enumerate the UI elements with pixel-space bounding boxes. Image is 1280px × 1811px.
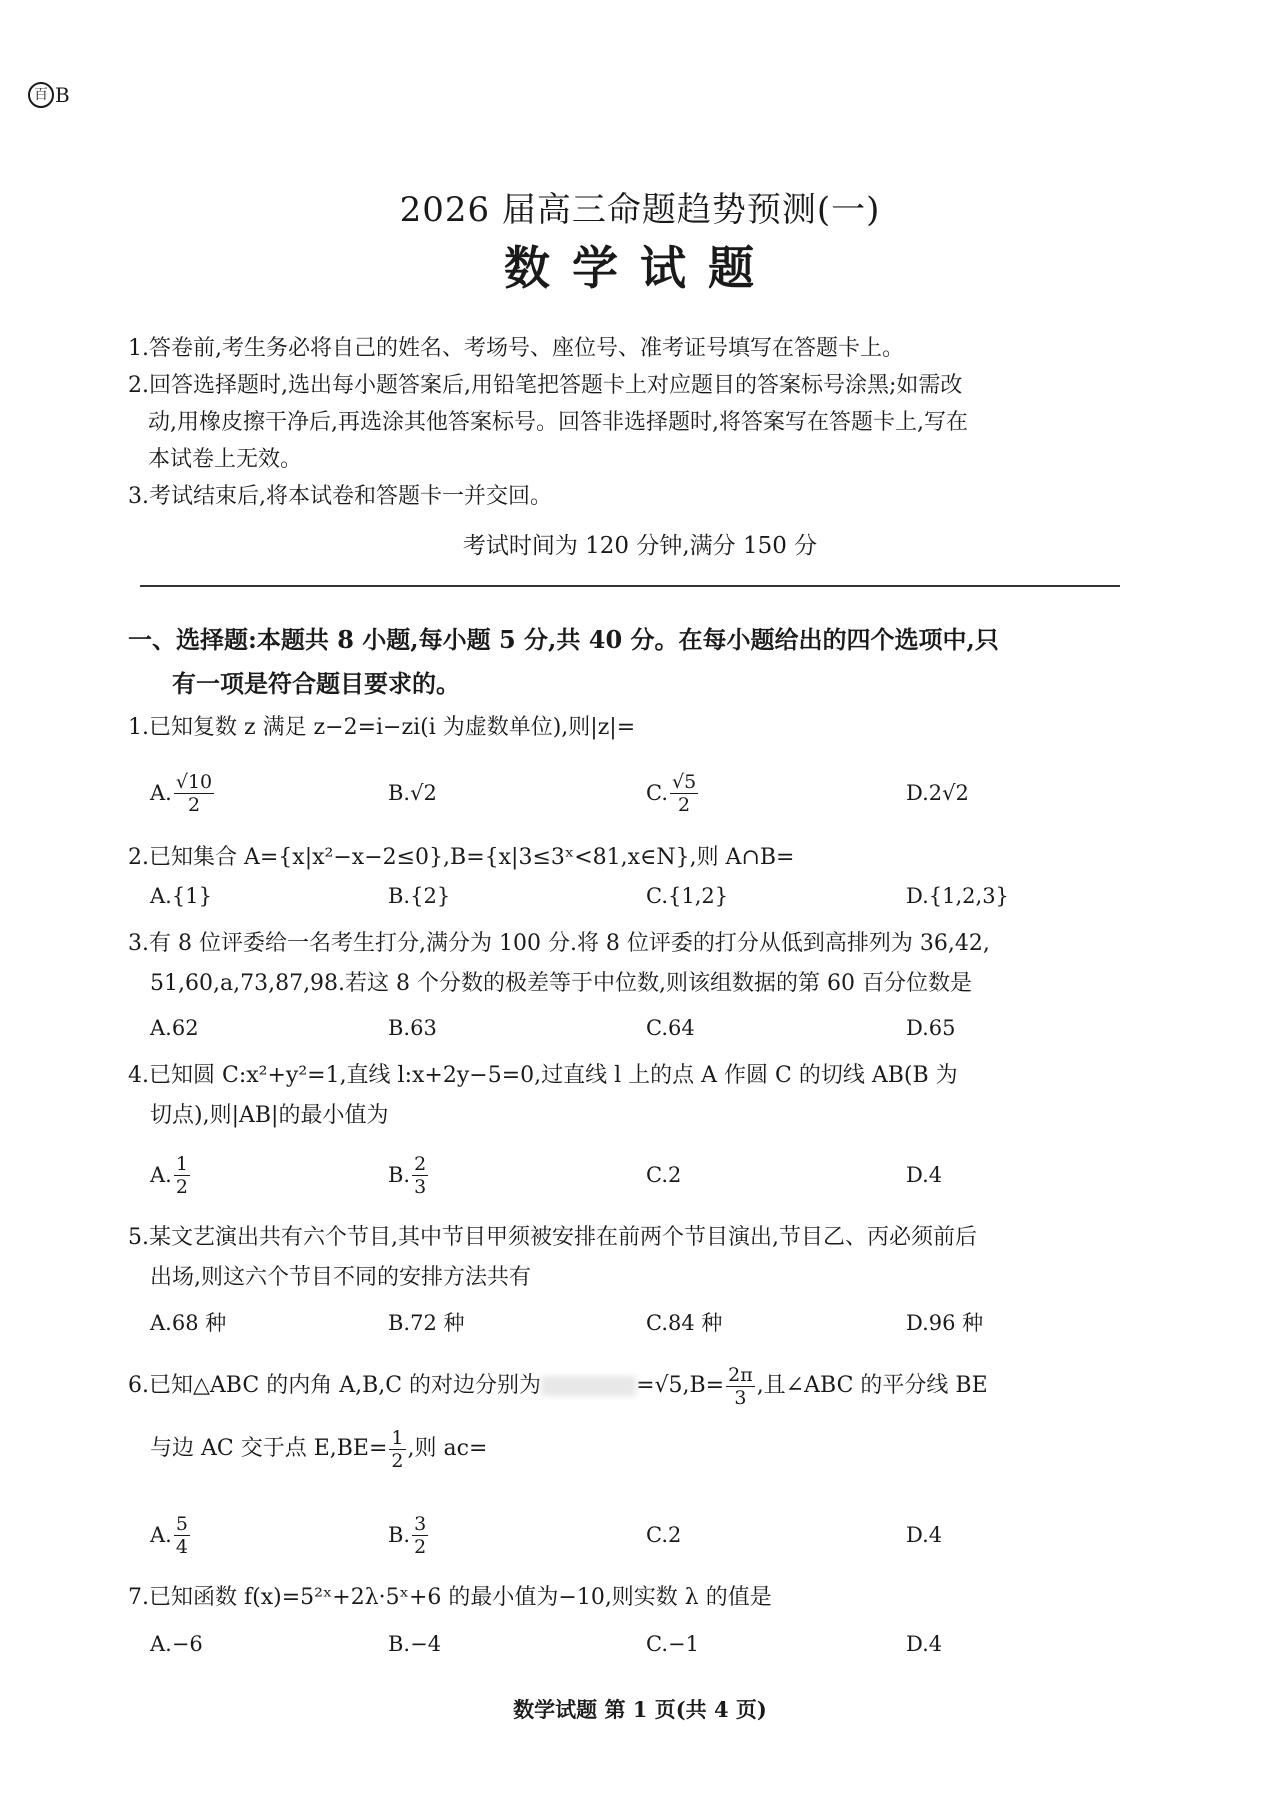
question-stem: 3.有 8 位评委给一名考生打分,满分为 100 分.将 8 位评委的打分从低到高排列为 36,42,	[128, 931, 990, 956]
question-3	[128, 924, 1138, 1004]
fraction: $\frac{1}{2}$	[391, 1426, 404, 1472]
option-d: D.96 种	[906, 1311, 984, 1335]
option-b: B. $\frac{2}{3}$	[388, 1152, 427, 1198]
page-footer: 数学试题 第 1 页(共 4 页)	[513, 1697, 767, 1722]
fraction: $\frac{√5}{2}$	[672, 770, 697, 816]
question-stem: 切点),则|AB|的最小值为	[150, 1103, 389, 1128]
option-a: A.62	[150, 1016, 199, 1040]
instruction-line: 本试卷上无效。	[148, 447, 303, 472]
option-d: D.4	[906, 1523, 943, 1547]
question-stem: 5.某文艺演出共有六个节目,其中节目甲须被安排在前两个节目演出,节目乙、丙必须前后	[128, 1225, 977, 1250]
question-5	[128, 1218, 1138, 1298]
instructions	[128, 330, 1138, 515]
section-heading-line: 有一项是符合题目要求的。	[172, 669, 460, 698]
option-b: B.{2}	[388, 884, 451, 908]
question-7	[128, 1578, 1138, 1618]
option-a: A.68 种	[150, 1311, 227, 1335]
fraction: $\frac{√10}{2}$	[175, 770, 213, 816]
fraction: $\frac{2\pi}{3}$	[728, 1363, 753, 1409]
circle-mark: 百	[28, 82, 54, 108]
option-a: A. $\frac{5}{4}$	[150, 1512, 188, 1558]
question-6	[128, 1358, 1138, 1484]
instruction-line: 动,用橡皮擦干净后,再选涂其他答案标号。回答非选择题时,将答案写在答题卡上,写在	[148, 410, 968, 435]
question-2-options	[150, 874, 1150, 918]
question-2	[128, 838, 1138, 878]
obscured-text	[541, 1376, 636, 1396]
fraction: $\frac{3}{2}$	[414, 1512, 427, 1558]
exam-title: 2026 届高三命题趋势预测(一)	[399, 190, 881, 230]
question-stem: 51,60,a,73,87,98.若这 8 个分数的极差等于中位数,则该组数据的第 60 百分位数是	[150, 971, 973, 996]
question-stem: 6.已知△ABC 的内角 A,B,C 的对边分别为 =√5,B= $\frac{2\pi}{3}$ ,且∠ABC 的平分线 BE	[128, 1363, 988, 1409]
option-a: A.{1}	[150, 884, 212, 908]
divider	[140, 585, 1120, 587]
option-d: D.65	[906, 1016, 956, 1040]
option-a: A.−6	[150, 1632, 203, 1656]
question-7-options	[150, 1622, 1150, 1666]
question-stem: 1.已知复数 z 满足 z−2=i−zi(i 为虚数单位),则|z|=	[128, 715, 636, 740]
instruction-line: 3.考试结束后,将本试卷和答题卡一并交回。	[128, 484, 552, 509]
option-c: C.2	[646, 1523, 682, 1547]
option-d: D.4	[906, 1632, 943, 1656]
exam-time: 考试时间为 120 分钟,满分 150 分	[462, 533, 818, 559]
option-c: C.2	[646, 1163, 682, 1187]
option-a: A. $\frac{√10}{2}$	[150, 770, 213, 816]
option-c: C.{1,2}	[646, 884, 729, 908]
instruction-line: 1.答卷前,考生务必将自己的姓名、考场号、座位号、准考证号填写在答题卡上。	[128, 336, 904, 361]
option-b: B. $\frac{3}{2}$	[388, 1512, 427, 1558]
instruction-line: 2.回答选择题时,选出每小题答案后,用铅笔把答题卡上对应题目的答案标号涂黑;如需改	[128, 373, 963, 398]
subject-title: 数学试题	[504, 241, 776, 295]
section-heading-line: 一、选择题:本题共 8 小题,每小题 5 分,共 40 分。在每小题给出的四个选项中,只	[128, 625, 999, 654]
option-c: C.84 种	[646, 1311, 723, 1335]
question-6-options	[150, 1508, 1150, 1562]
option-b: B.72 种	[388, 1311, 465, 1335]
fraction: $\frac{1}{2}$	[175, 1152, 188, 1198]
option-d: D.{1,2,3}	[906, 884, 1009, 908]
question-stem: 与边 AC 交于点 E,BE= $\frac{1}{2}$ ,则 ac=	[150, 1426, 488, 1472]
question-stem: 2.已知集合 A={x|x²−x−2≤0},B={x|3≤3ˣ<81,x∈N},则 A∩B=	[128, 845, 795, 870]
option-b: B.63	[388, 1016, 437, 1040]
question-1-options	[150, 766, 1150, 820]
paper-version-mark	[28, 82, 70, 108]
version-letter: B	[55, 83, 70, 107]
section-heading	[128, 618, 1138, 706]
question-4	[128, 1056, 1138, 1136]
fraction: $\frac{2}{3}$	[414, 1152, 427, 1198]
option-b: B.−4	[388, 1632, 442, 1656]
option-b: B.√2	[388, 781, 437, 805]
question-3-options	[150, 1006, 1150, 1050]
option-d: D.2√2	[906, 781, 969, 805]
option-a: A. $\frac{1}{2}$	[150, 1152, 188, 1198]
option-d: D.4	[906, 1163, 943, 1187]
option-c: C.−1	[646, 1632, 699, 1656]
question-stem: 4.已知圆 C:x²+y²=1,直线 l:x+2y−5=0,过直线 l 上的点 A 作圆 C 的切线 AB(B 为	[128, 1063, 958, 1088]
option-c: C.64	[646, 1016, 695, 1040]
fraction: $\frac{5}{4}$	[175, 1512, 188, 1558]
option-c: C. $\frac{√5}{2}$	[646, 770, 697, 816]
question-stem: 出场,则这六个节目不同的安排方法共有	[150, 1265, 531, 1290]
question-4-options	[150, 1148, 1150, 1202]
question-1	[128, 708, 1138, 748]
question-5-options	[150, 1300, 1150, 1344]
question-stem: 7.已知函数 f(x)=5²ˣ+2λ·5ˣ+6 的最小值为−10,则实数 λ 的值是	[128, 1585, 772, 1610]
